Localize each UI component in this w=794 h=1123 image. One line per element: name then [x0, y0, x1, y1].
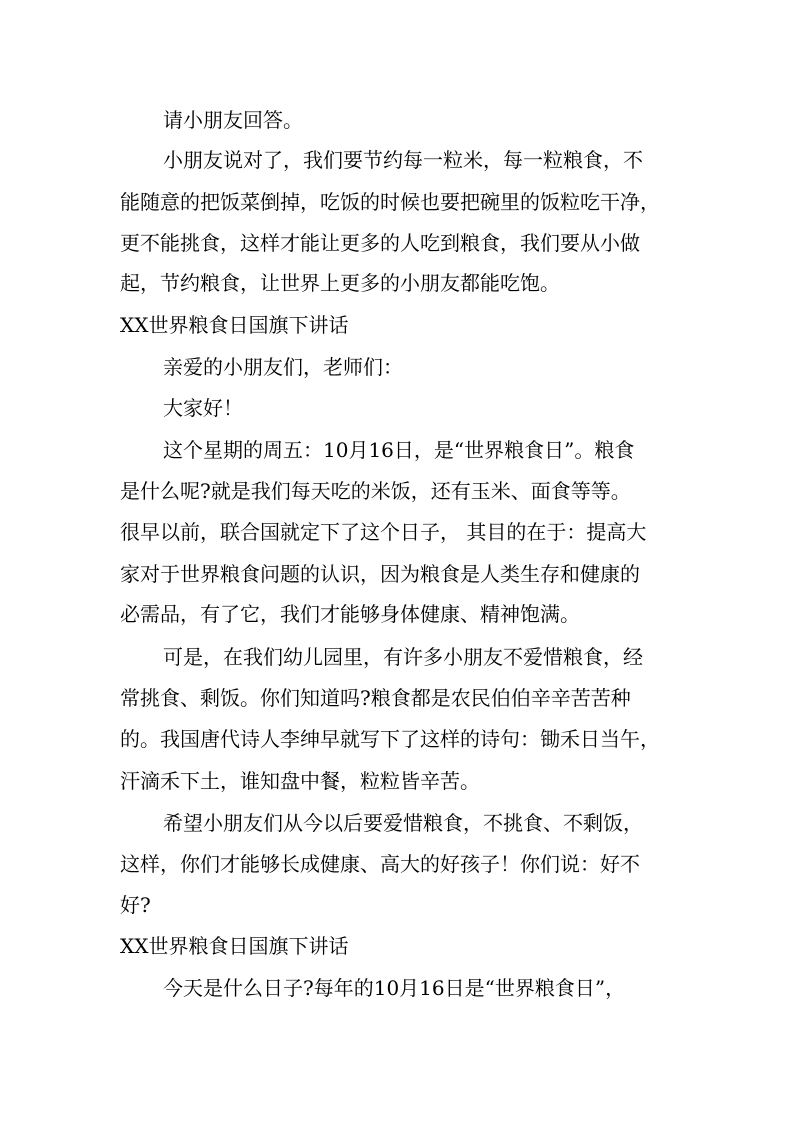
text-line: 希望小朋友们从今以后要爱惜粮食，不挑食、不剩饭，: [163, 811, 643, 835]
text-line: 请小朋友回答。: [163, 108, 303, 132]
section-heading: XX世界粮食日国旗下讲话: [120, 934, 349, 958]
text-line: 起，节约粮食，让世界上更多的小朋友都能吃饱。: [120, 271, 560, 295]
section-heading: XX世界粮食日国旗下讲话: [120, 313, 349, 337]
text-line: 小朋友说对了，我们要节约每一粒米，每一粒粮食，不: [163, 148, 643, 172]
text-line: 更不能挑食，这样才能让更多的人吃到粮食，我们要从小做: [120, 231, 640, 255]
text-line: 必需品，有了它，我们才能够身体健康、精神饱满。: [120, 602, 580, 626]
text-line: 能随意的把饭菜倒掉，吃饭的时候也要把碗里的饭粒吃干净，: [120, 190, 660, 214]
text-line: 亲爱的小朋友们，老师们：: [163, 355, 403, 379]
text-line: 这个星期的周五：10月16日，是“世界粮食日”。粮食: [163, 438, 635, 462]
text-line: 汗滴禾下土，谁知盘中餐，粒粒皆辛苦。: [120, 769, 480, 793]
text-line: 家对于世界粮食问题的认识，因为粮食是人类生存和健康的: [120, 562, 640, 586]
text-line: 很早以前，联合国就定下了这个日子， 其目的在于：提高大: [120, 520, 647, 544]
text-line: 大家好！: [163, 396, 243, 420]
text-line: 今天是什么日子?每年的10月16日是“世界粮食日”，: [163, 976, 626, 1000]
text-line: 常挑食、剩饭。你们知道吗?粮食都是农民伯伯辛辛苦苦种: [120, 686, 631, 710]
text-line: 可是，在我们幼儿园里，有许多小朋友不爱惜粮食，经: [163, 645, 643, 669]
text-line: 这样，你们才能够长成健康、高大的好孩子！你们说：好不: [120, 852, 640, 876]
text-line: 是什么呢?就是我们每天吃的米饭，还有玉米、面食等等。: [120, 479, 631, 503]
text-line: 的。我国唐代诗人李绅早就写下了这样的诗句：锄禾日当午，: [120, 727, 660, 751]
text-line: 好?: [120, 893, 151, 917]
